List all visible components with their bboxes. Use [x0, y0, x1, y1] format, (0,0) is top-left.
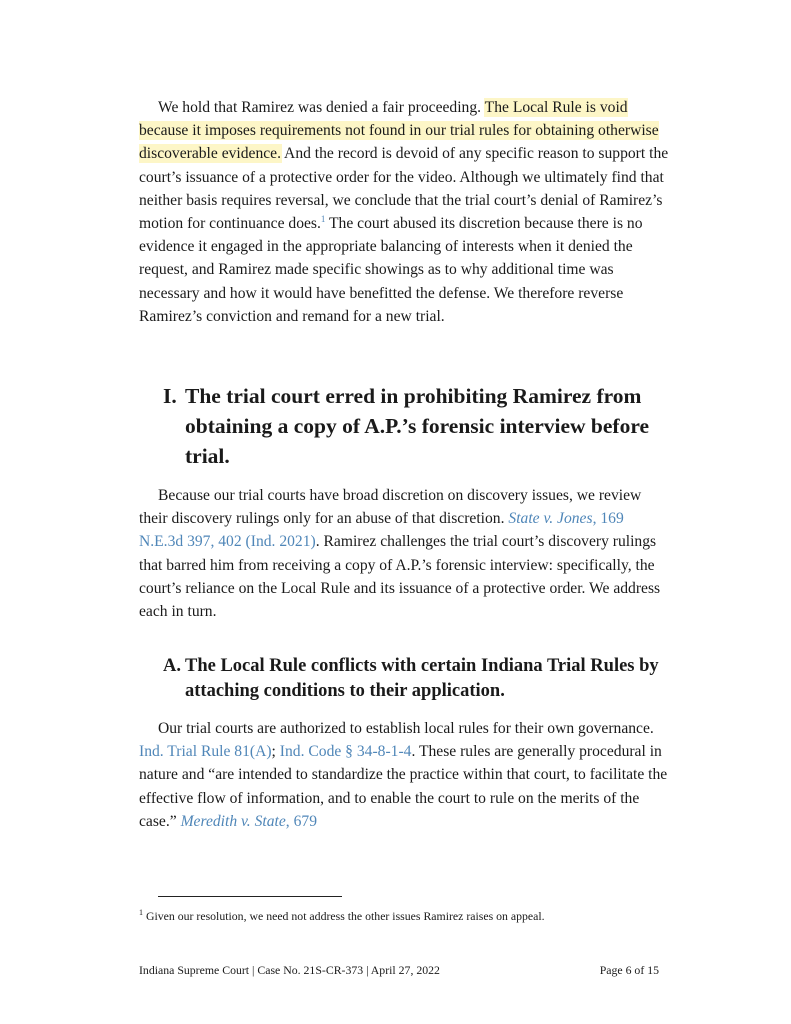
paragraph-text-cont: . Ramirez challenges the trial court’s discovery rulings that barred him from receiving a copy of A.P.’s forensic interview: specifically, the court’s reliance on the Local Rule and its issuance of a protective order. We address each in turn.: [139, 533, 661, 621]
footer-court-info: Indiana Supreme Court | Case No. 21S-CR-373 | April 27, 2022: [139, 963, 440, 977]
heading-text: The Local Rule conflicts with certain Indiana Trial Rules by attaching conditions to their application.: [185, 656, 659, 701]
paragraph-discovery: [139, 484, 669, 623]
subsection-heading-a: [163, 654, 663, 704]
footnote-reference[interactable]: 1: [320, 213, 326, 224]
citation-trial-rule-81a[interactable]: Ind. Trial Rule 81(A): [139, 743, 272, 761]
paragraph-local-rules: [139, 717, 669, 833]
paragraph-holding: [139, 96, 669, 328]
page-number: Page 6 of 15: [599, 963, 659, 977]
citation-case-name: State v. Jones: [508, 510, 593, 528]
highlighted-text[interactable]: The Local Rule is void because it imposes requirements not found in our trial rules for obtaining otherwise discoverable evidence.: [139, 99, 659, 163]
citation-meredith-v-state[interactable]: [181, 813, 317, 830]
footnote-mark: 1: [139, 908, 143, 917]
citation-separator: ;: [271, 743, 280, 761]
heading-number: I.: [163, 384, 177, 408]
heading-number: A.: [163, 656, 181, 676]
paragraph-text: Our trial courts are authorized to establish local rules for their own governance.: [158, 720, 654, 737]
section-heading-i: [163, 381, 663, 471]
footnote-1: [139, 905, 545, 924]
citation-ind-code[interactable]: Ind. Code § 34-8-1-4: [279, 743, 412, 761]
heading-text: The trial court erred in prohibiting Ramirez from obtaining a copy of A.P.’s forensic interview before trial.: [185, 384, 650, 468]
page-footer: [139, 962, 659, 978]
footnote-text: Given our resolution, we need not address the other issues Ramirez raises on appeal.: [143, 908, 545, 923]
citation-reporter: , 169 N.E.3d 397, 402 (Ind. 2021): [139, 510, 624, 551]
paragraph-text: Because our trial courts have broad discretion on discovery issues, we review their discovery rulings only for an abuse of that discretion.: [139, 487, 642, 528]
citation-case-name: Meredith v. State: [180, 812, 286, 830]
citation-reporter: , 679: [285, 812, 317, 830]
paragraph-text-cont: . These rules are generally procedural in nature and “are intended to standardize the practice within that court, to facilitate the effective flow of information, and to enable the court to rule on the merits of the case.”: [139, 743, 668, 830]
footnote-divider: [158, 896, 342, 897]
holding-text: We hold that Ramirez was denied a fair proceeding.: [158, 99, 485, 116]
holding-text-cont: And the record is devoid of any specific reason to support the court’s issuance of a protective order for the video. Although we ultimately find that neither basis requires reversal, we conclude that the trial court’s denial of Ramirez’s motion for continuance does.: [139, 145, 669, 233]
holding-text-end: The court abused its discretion because there is no evidence it engaged in the appropriate balancing of interests when it denied the request, and Ramirez made specific showings as to why additional time was necessary and how it would have benefitted the defense. We therefore reverse Ramirez’s conviction and remand for a new trial.: [139, 215, 643, 325]
